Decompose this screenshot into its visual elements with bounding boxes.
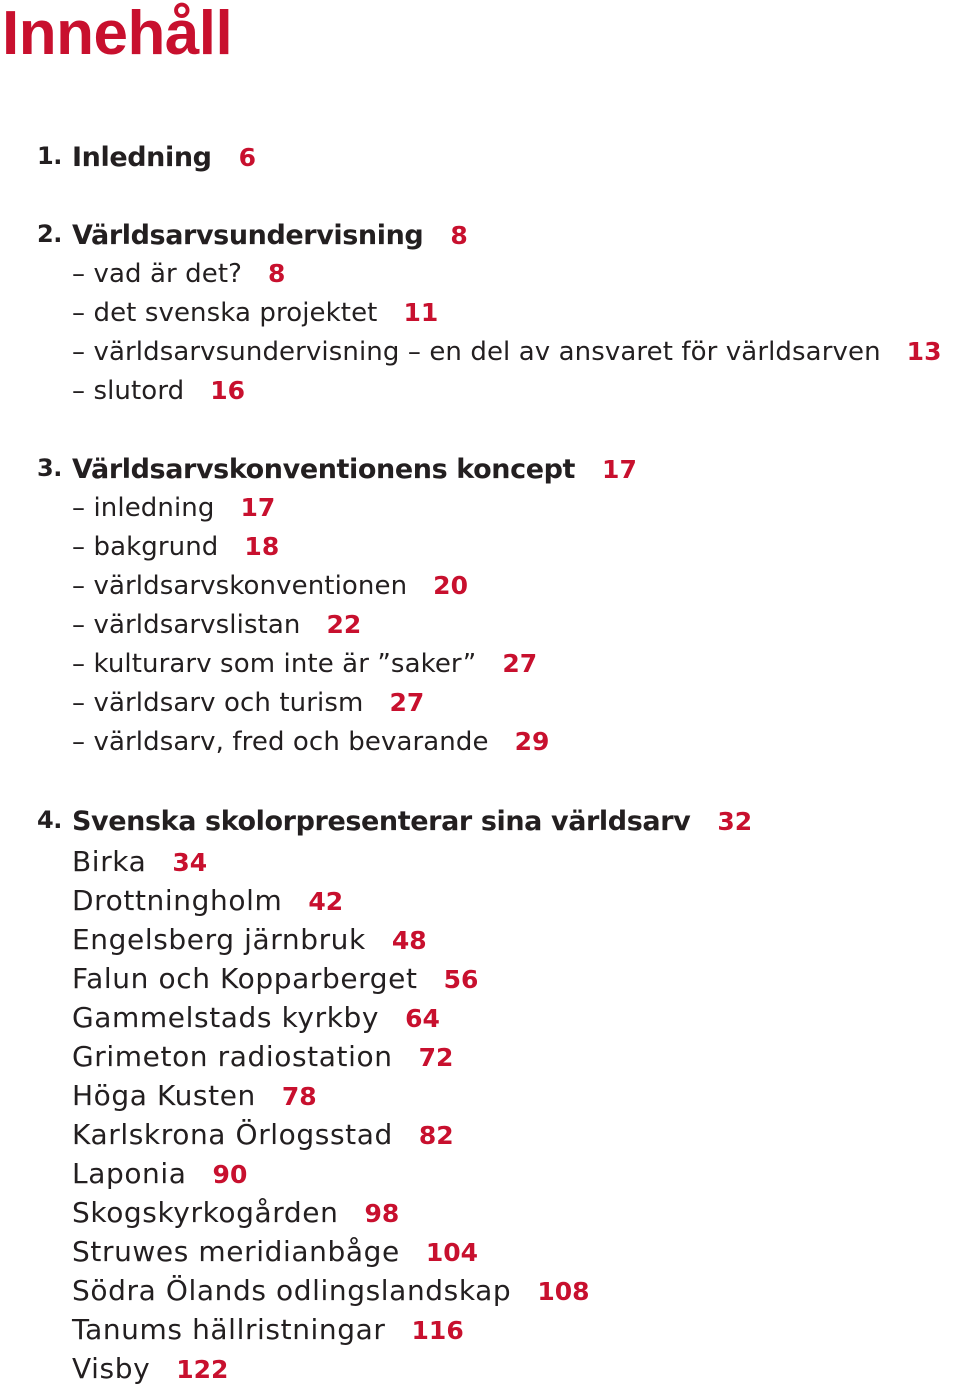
page-number: 64 — [405, 1004, 440, 1033]
page-number: 17 — [602, 455, 637, 484]
toc-item[interactable] — [0, 688, 424, 727]
toc-item[interactable] — [0, 1313, 464, 1352]
page-number: 16 — [210, 376, 246, 405]
toc-item[interactable] — [0, 1040, 453, 1079]
section-heading: Världsarvsundervisning — [72, 220, 424, 251]
page-number: 78 — [281, 1082, 317, 1111]
page-number: 11 — [403, 298, 439, 327]
page-number: 90 — [212, 1160, 248, 1189]
toc-item[interactable] — [0, 1235, 478, 1274]
toc-item[interactable] — [0, 1196, 399, 1235]
page-number: 98 — [364, 1199, 400, 1228]
page-number: 8 — [450, 221, 468, 250]
toc-item-label: Drottningholm — [72, 884, 283, 917]
toc-item[interactable] — [0, 923, 427, 962]
toc-item-label: Södra Ölands odlingslandskap — [72, 1274, 512, 1307]
toc-item[interactable] — [0, 1118, 454, 1157]
toc-item-label: Birka — [72, 845, 147, 878]
section-heading: Svenska skolorpresenterar sina världsarv — [72, 806, 691, 837]
page-number: 22 — [326, 610, 362, 639]
section-heading: Inledning — [72, 142, 212, 173]
toc-item-label: – världsarv och turism — [72, 688, 364, 718]
toc-item-label: – slutord — [72, 376, 185, 406]
page-number: 72 — [418, 1043, 454, 1072]
page-number: 122 — [176, 1355, 229, 1384]
page-number: 34 — [172, 848, 208, 877]
toc-item[interactable] — [0, 259, 285, 298]
page-number: 17 — [240, 493, 276, 522]
toc-item[interactable] — [0, 1079, 317, 1118]
toc-item[interactable] — [0, 649, 537, 688]
page-number: 8 — [268, 259, 286, 288]
toc-item[interactable] — [0, 845, 207, 884]
page-number: 6 — [238, 143, 256, 172]
toc-item-label: Gammelstads kyrkby — [72, 1001, 380, 1034]
toc-item-label: – kulturarv som inte är ”saker” — [72, 649, 477, 679]
toc-item-label: Höga Kusten — [72, 1079, 256, 1112]
toc-item[interactable] — [0, 337, 941, 376]
page-number: 108 — [537, 1277, 590, 1306]
toc-item[interactable] — [0, 610, 361, 649]
section-number: 4. — [37, 806, 62, 834]
page-number: 18 — [244, 532, 280, 561]
page-number: 32 — [717, 807, 753, 836]
toc-item[interactable] — [0, 298, 438, 337]
toc-section-3[interactable] — [0, 454, 637, 493]
toc-item-label: Visby — [72, 1352, 151, 1385]
toc-item-label: – inledning — [72, 493, 215, 523]
page-number: 29 — [514, 727, 550, 756]
toc-item-label: Grimeton radiostation — [72, 1040, 393, 1073]
page-number: 48 — [391, 926, 427, 955]
toc-section-4[interactable] — [0, 806, 752, 845]
toc-item-label: – världsarv, fred och bevarande — [72, 727, 489, 757]
toc-item[interactable] — [0, 1001, 440, 1040]
toc-item-label: – världsarvsundervisning – en del av ansvaret för världsarven — [72, 337, 881, 367]
toc-item[interactable] — [0, 493, 275, 532]
toc-item-label: Tanums hällristningar — [72, 1313, 386, 1346]
toc-item-label: – vad är det? — [72, 259, 243, 289]
section-number: 1. — [37, 142, 62, 170]
toc-item-label: Laponia — [72, 1157, 187, 1190]
toc-item[interactable] — [0, 1352, 228, 1391]
toc-item-label: – bakgrund — [72, 532, 219, 562]
toc-item-label: Struwes meridianbåge — [72, 1235, 400, 1268]
toc-item[interactable] — [0, 727, 549, 766]
page-number: 104 — [425, 1238, 478, 1267]
toc-item-label: – världsarvskonventionen — [72, 571, 408, 601]
page-title: Innehåll — [2, 0, 233, 68]
toc-item-label: Skogskyrkogården — [72, 1196, 339, 1229]
page-number: 82 — [418, 1121, 454, 1150]
section-heading: Världsarvskonventionens koncept — [72, 454, 576, 485]
page-number: 27 — [389, 688, 425, 717]
page-number: 20 — [433, 571, 468, 600]
toc-item-label: Karlskrona Örlogsstad — [72, 1118, 393, 1151]
toc-item-label: Engelsberg järnbruk — [72, 923, 366, 956]
page-number: 116 — [411, 1316, 464, 1345]
toc-item[interactable] — [0, 1274, 590, 1313]
toc-item[interactable] — [0, 376, 245, 415]
section-number: 2. — [37, 220, 62, 248]
toc-item-label: Falun och Kopparberget — [72, 962, 418, 995]
toc-item[interactable] — [0, 532, 279, 571]
page-number: 13 — [906, 337, 942, 366]
page-number: 27 — [502, 649, 538, 678]
toc-section-1[interactable] — [0, 142, 256, 181]
toc-item[interactable] — [0, 962, 478, 1001]
toc-item-label: – världsarvslistan — [72, 610, 301, 640]
toc-item[interactable] — [0, 1157, 247, 1196]
toc-item[interactable] — [0, 571, 468, 610]
page-number: 42 — [308, 887, 344, 916]
page-number: 56 — [443, 965, 479, 994]
section-number: 3. — [37, 454, 62, 482]
toc-item[interactable] — [0, 884, 343, 923]
toc-item-label: – det svenska projektet — [72, 298, 378, 328]
toc-section-2[interactable] — [0, 220, 468, 259]
